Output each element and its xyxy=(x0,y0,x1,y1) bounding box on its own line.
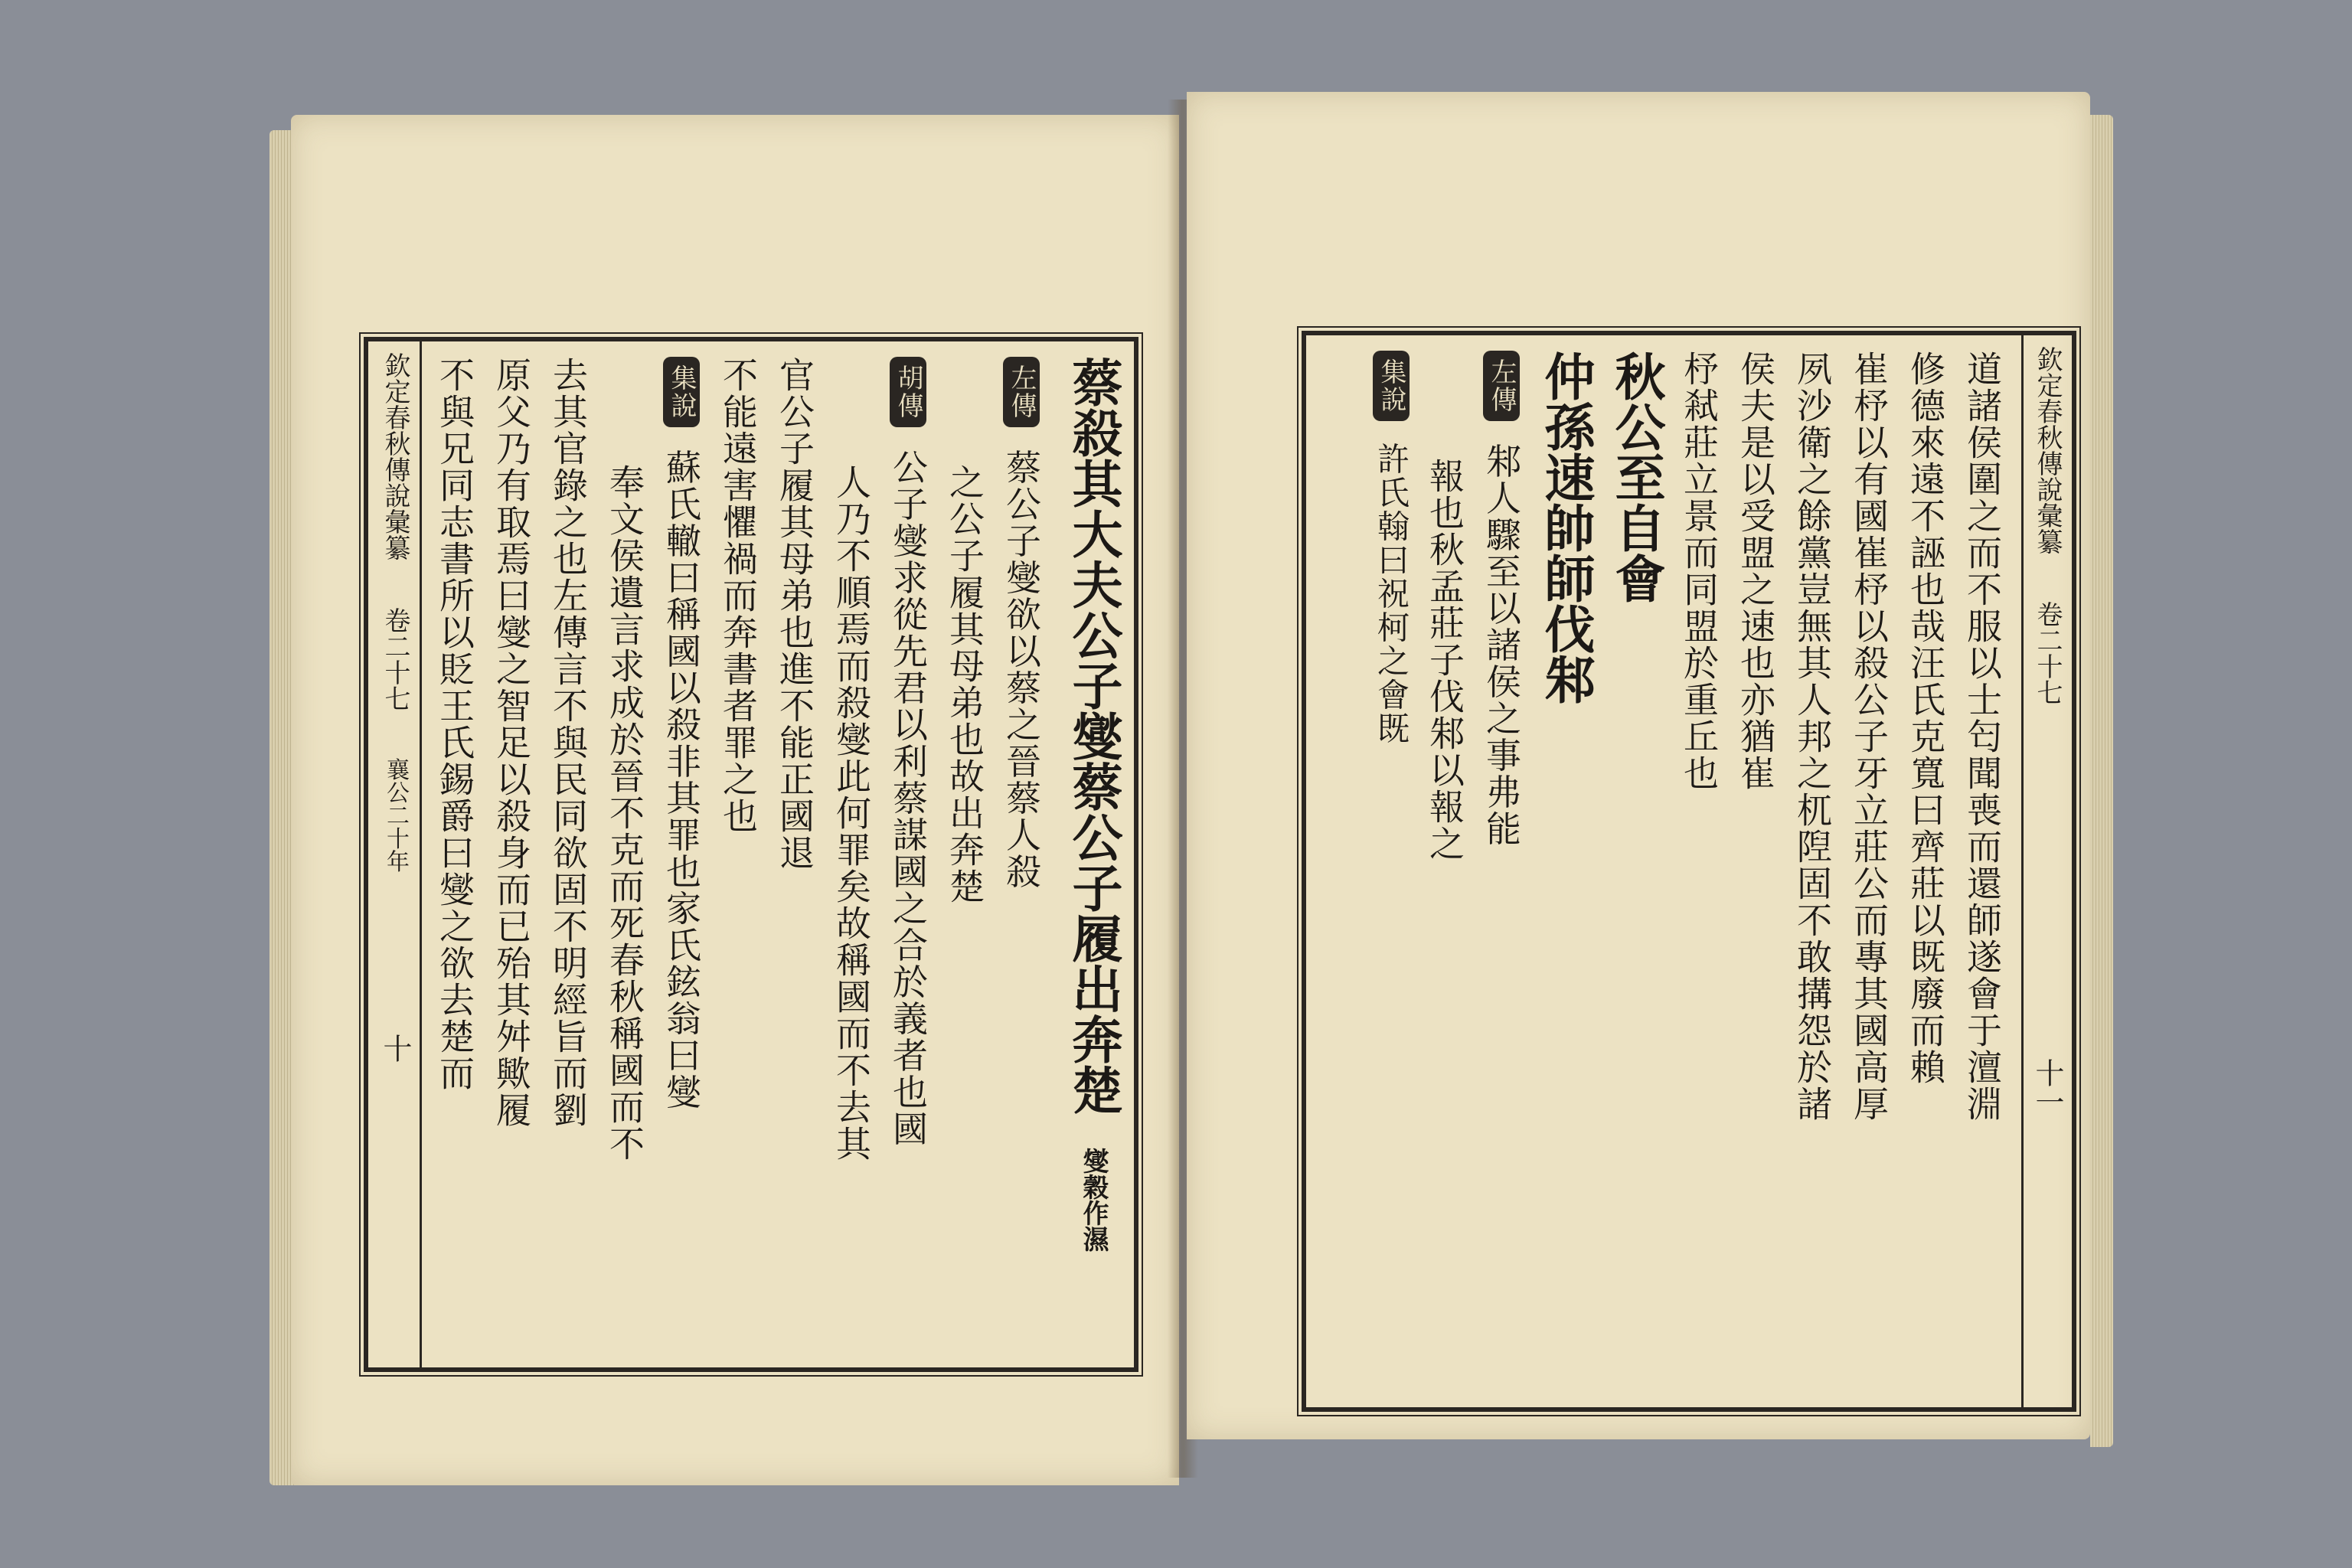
top-column-4 xyxy=(1784,335,1841,1407)
hu-text-1: 公子燮求從先君以利蔡謀國之合於義者也國 xyxy=(887,449,929,1148)
hu-text-4: 不能遠害懼禍而奔書者罪之也 xyxy=(717,357,759,835)
top-text-3: 崔杼以有國崔杼以殺公子牙立莊公而專其國高厚 xyxy=(1848,351,1890,1122)
left-heading-note: 燮穀作濕 xyxy=(1078,1147,1109,1252)
hu-column-1 xyxy=(880,341,936,1367)
top-text-2: 修德來遠不誣也哉汪氏克寬曰齊莊以既廢而賴 xyxy=(1905,351,1946,1086)
open-book xyxy=(260,92,2113,1485)
hu-text-3: 官公子履其母弟也進不能正國退 xyxy=(774,357,815,871)
left-volume: 卷二十七 xyxy=(380,606,410,711)
hu-column-2 xyxy=(823,341,880,1367)
right-zuo-text-2: 報也秋孟莊子伐邾以報之 xyxy=(1424,458,1465,862)
ji-column-1 xyxy=(653,341,710,1367)
left-page-number: 十 xyxy=(378,1034,412,1063)
ji-column-3 xyxy=(540,341,596,1367)
left-page xyxy=(291,115,1179,1485)
hu-column-4 xyxy=(710,341,766,1367)
top-column-6 xyxy=(1671,335,1727,1407)
top-column-5 xyxy=(1727,335,1784,1407)
left-book-title: 欽定春秋傳說彙纂 xyxy=(380,352,410,560)
ji-shuo-tag: 集說 xyxy=(663,357,700,427)
hu-column-3 xyxy=(766,341,823,1367)
top-text-6: 杼弒莊立景而同盟於重丘也 xyxy=(1678,351,1720,792)
right-ji-text-1: 許氏翰曰祝柯之會既 xyxy=(1373,442,1410,746)
top-column-2 xyxy=(1897,335,1954,1407)
right-ji-shuo-tag: 集說 xyxy=(1373,351,1410,421)
ji-text-5: 不與兄同志書所以貶王氏錫爵曰燮之欲去楚而 xyxy=(434,357,475,1092)
top-column-1 xyxy=(1954,335,2011,1407)
left-heading xyxy=(1057,341,1128,1367)
zuo-text-2: 之公子履其母弟也故出奔楚 xyxy=(944,464,985,905)
heading-autumn xyxy=(1600,335,1671,1407)
right-zuo-column-1 xyxy=(1473,335,1530,1407)
left-section: 襄公二十年 xyxy=(382,757,409,873)
heading-attack-zhu-text: 仲孫速帥師伐邾 xyxy=(1536,351,1596,704)
right-page xyxy=(1187,92,2090,1439)
ji-text-3: 去其官錄之也左傳言不與民同欲固不明經旨而劉 xyxy=(547,357,589,1129)
right-zuo-text-1: 邾人驟至以諸侯之事弗能 xyxy=(1481,443,1522,848)
right-zuo-column-2 xyxy=(1416,335,1473,1407)
ji-column-5 xyxy=(426,341,483,1367)
zuo-column-1 xyxy=(993,341,1050,1367)
left-text-frame xyxy=(364,337,1138,1372)
heading-autumn-text: 秋公至自會 xyxy=(1606,351,1666,603)
top-text-5: 侯夫是以受盟之速也亦猶崔 xyxy=(1735,351,1776,792)
right-ji-column-1 xyxy=(1360,335,1416,1407)
right-zuo-zhuan-tag: 左傳 xyxy=(1483,351,1520,421)
left-heading-text: 蔡殺其大夫公子燮蔡公子履出奔楚 xyxy=(1063,357,1123,1115)
right-text-frame xyxy=(1302,331,2076,1412)
ji-column-2 xyxy=(596,341,653,1367)
zuo-zhuan-tag: 左傳 xyxy=(1003,357,1040,427)
ji-text-4: 原父乃有取焉曰燮之智足以殺身而已殆其舛歟履 xyxy=(491,357,532,1129)
top-text-1: 道諸侯圍之而不服以士匄聞喪而還師遂會于澶淵 xyxy=(1962,351,2003,1122)
right-page-number: 十一 xyxy=(2030,1057,2064,1116)
heading-attack-zhu xyxy=(1530,335,1600,1407)
left-margin-strip xyxy=(368,341,422,1367)
ji-text-1: 蘇氏轍曰稱國以殺非其罪也家氏鉉翁曰燮 xyxy=(661,449,702,1111)
zuo-column-2 xyxy=(936,341,993,1367)
ji-text-2: 奉文侯遺言求成於晉不克而死春秋稱國而不 xyxy=(604,464,645,1162)
zuo-text-1: 蔡公子燮欲以蔡之晉蔡人殺 xyxy=(1001,449,1042,890)
ji-column-4 xyxy=(483,341,540,1367)
top-column-3 xyxy=(1841,335,1897,1407)
page-edges-right xyxy=(2090,115,2113,1447)
hu-text-2: 人乃不順焉而殺燮此何罪矣故稱國而不去其 xyxy=(831,464,872,1162)
right-volume: 卷二十七 xyxy=(2032,600,2063,705)
top-text-4: 夙沙衛之餘黨豈無其人邦之杌隉固不敢搆怨於諸 xyxy=(1792,351,1833,1122)
right-book-title: 欽定春秋傳說彙纂 xyxy=(2032,346,2063,554)
hu-zhuan-tag: 胡傳 xyxy=(890,357,926,427)
right-margin-strip xyxy=(2021,335,2072,1407)
